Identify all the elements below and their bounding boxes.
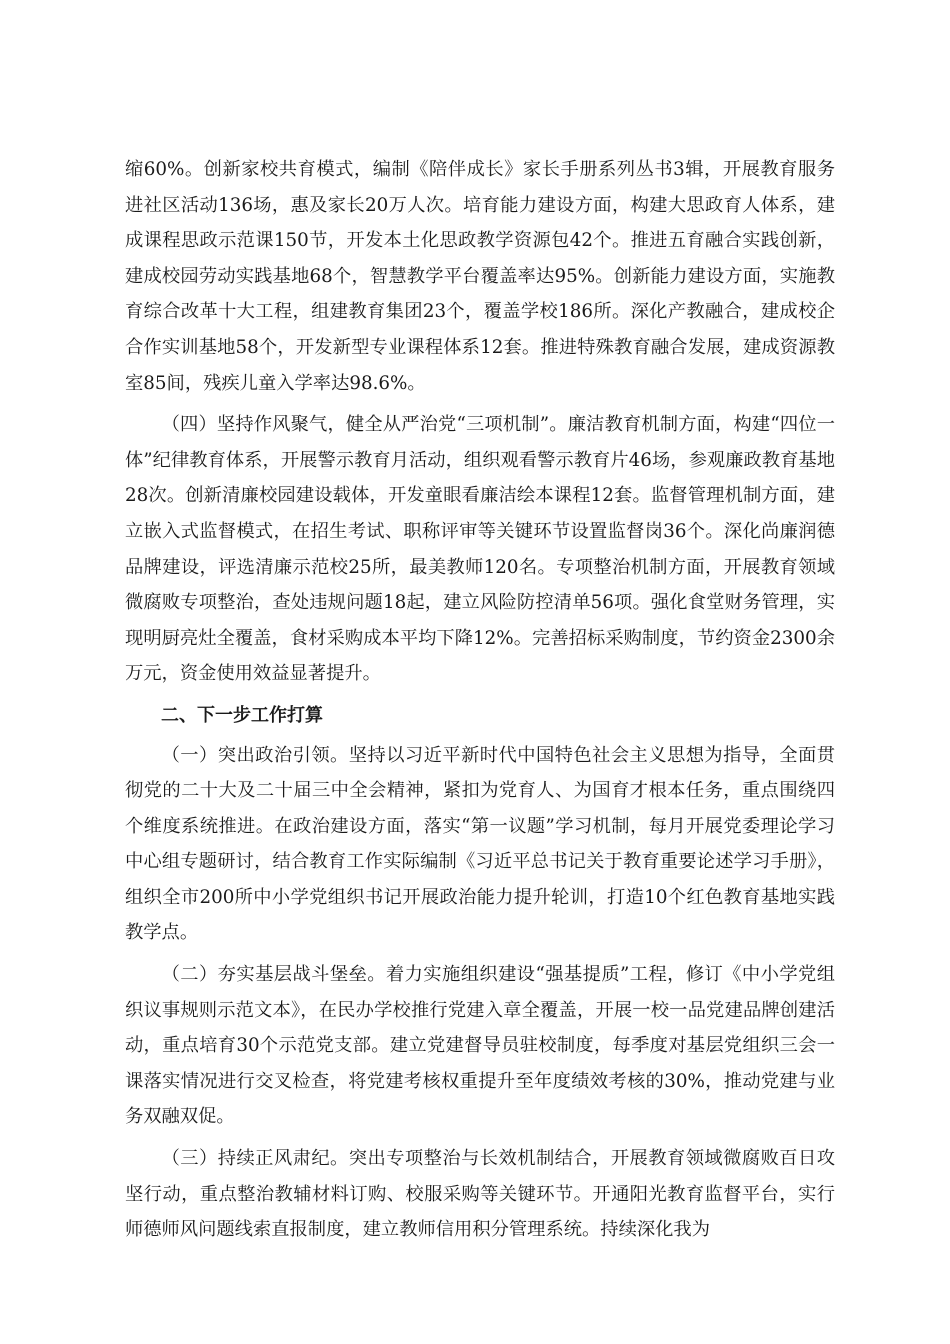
paragraph-grassroots-party: （二）夯实基层战斗堡垒。着力实施组织建设“强基提质”工程，修订《中小学党组织议事规则示范文本》，在民办学校推行党建入章全覆盖，开展一校一品党建品牌创建活动，重点培育30个示范党支部。建立党建督导员驻校制度，每季度对基层党组织三会一课落实情况进行交叉检查，将党建考核权重提升至年度绩效考核的30%，推动党建与业务双融双促。 (125, 964, 835, 1128)
document-page (125, 152, 835, 1254)
paragraph-discipline-rectification: （三）持续正风肃纪。突出专项整治与长效机制结合，开展教育领域微腐败百日攻坚行动，重点整治教辅材料订购、校服采购等关键环节。开通阳光教育监督平台，实行师德师风问题线索直报制度，建立教师信用积分管理系统。持续深化我为 (125, 1148, 835, 1241)
section-heading: 二、下一步工作打算 (161, 704, 323, 726)
paragraph-continued: 缩60%。创新家校共育模式，编制《陪伴成长》家长手册系列丛书3辑，开展教育服务进社区活动136场，惠及家长20万人次。培育能力建设方面，构建大思政育人体系，建成课程思政示范课150节，开发本土化思政教学资源包42个。推进五育融合实践创新，建成校园劳动实践基地68个，智慧教学平台覆盖率达95%。创新能力建设方面，实施教育综合改革十大工程，组建教育集团23个，覆盖学校186所。深化产教融合，建成校企合作实训基地58个，开发新型专业课程体系12套。推进特殊教育融合发展，建成资源教室85间，残疾儿童入学率达98.6%。 (125, 159, 835, 394)
paragraph-political-leadership: （一）突出政治引领。坚持以习近平新时代中国特色社会主义思想为指导，全面贯彻党的二十大及二十届三中全会精神，紧扣为党育人、为国育才根本任务，重点围绕四个维度系统推进。在政治建设方面，落实“第一议题”学习机制，每月开展党委理论学习中心组专题研讨，结合教育工作实际编制《习近平总书记关于教育重要论述学习手册》，组织全市200所中小学党组织书记开展政治能力提升轮训，打造10个红色教育基地实践教学点。 (125, 744, 835, 944)
paragraph-discipline-mechanisms: （四）坚持作风聚气，健全从严治党“三项机制”。廉洁教育机制方面，构建“四位一体”纪律教育体系，开展警示教育月活动，组织观看警示教育片46场，参观廉政教育基地28次。创新清廉校园建设载体，开发童眼看廉洁绘本课程12套。监督管理机制方面，建立嵌入式监督模式，在招生考试、职称评审等关键环节设置监督岗36个。深化尚廉润德品牌建设，评选清廉示范校25所，最美教师120名。专项整治机制方面，开展教育领域微腐败专项整治，查处违规问题18起，建立风险防控清单56项。强化食堂财务管理，实现明厨亮灶全覆盖，食材采购成本平均下降12%。完善招标采购制度，节约资金2300余万元，资金使用效益显著提升。 (125, 414, 835, 685)
